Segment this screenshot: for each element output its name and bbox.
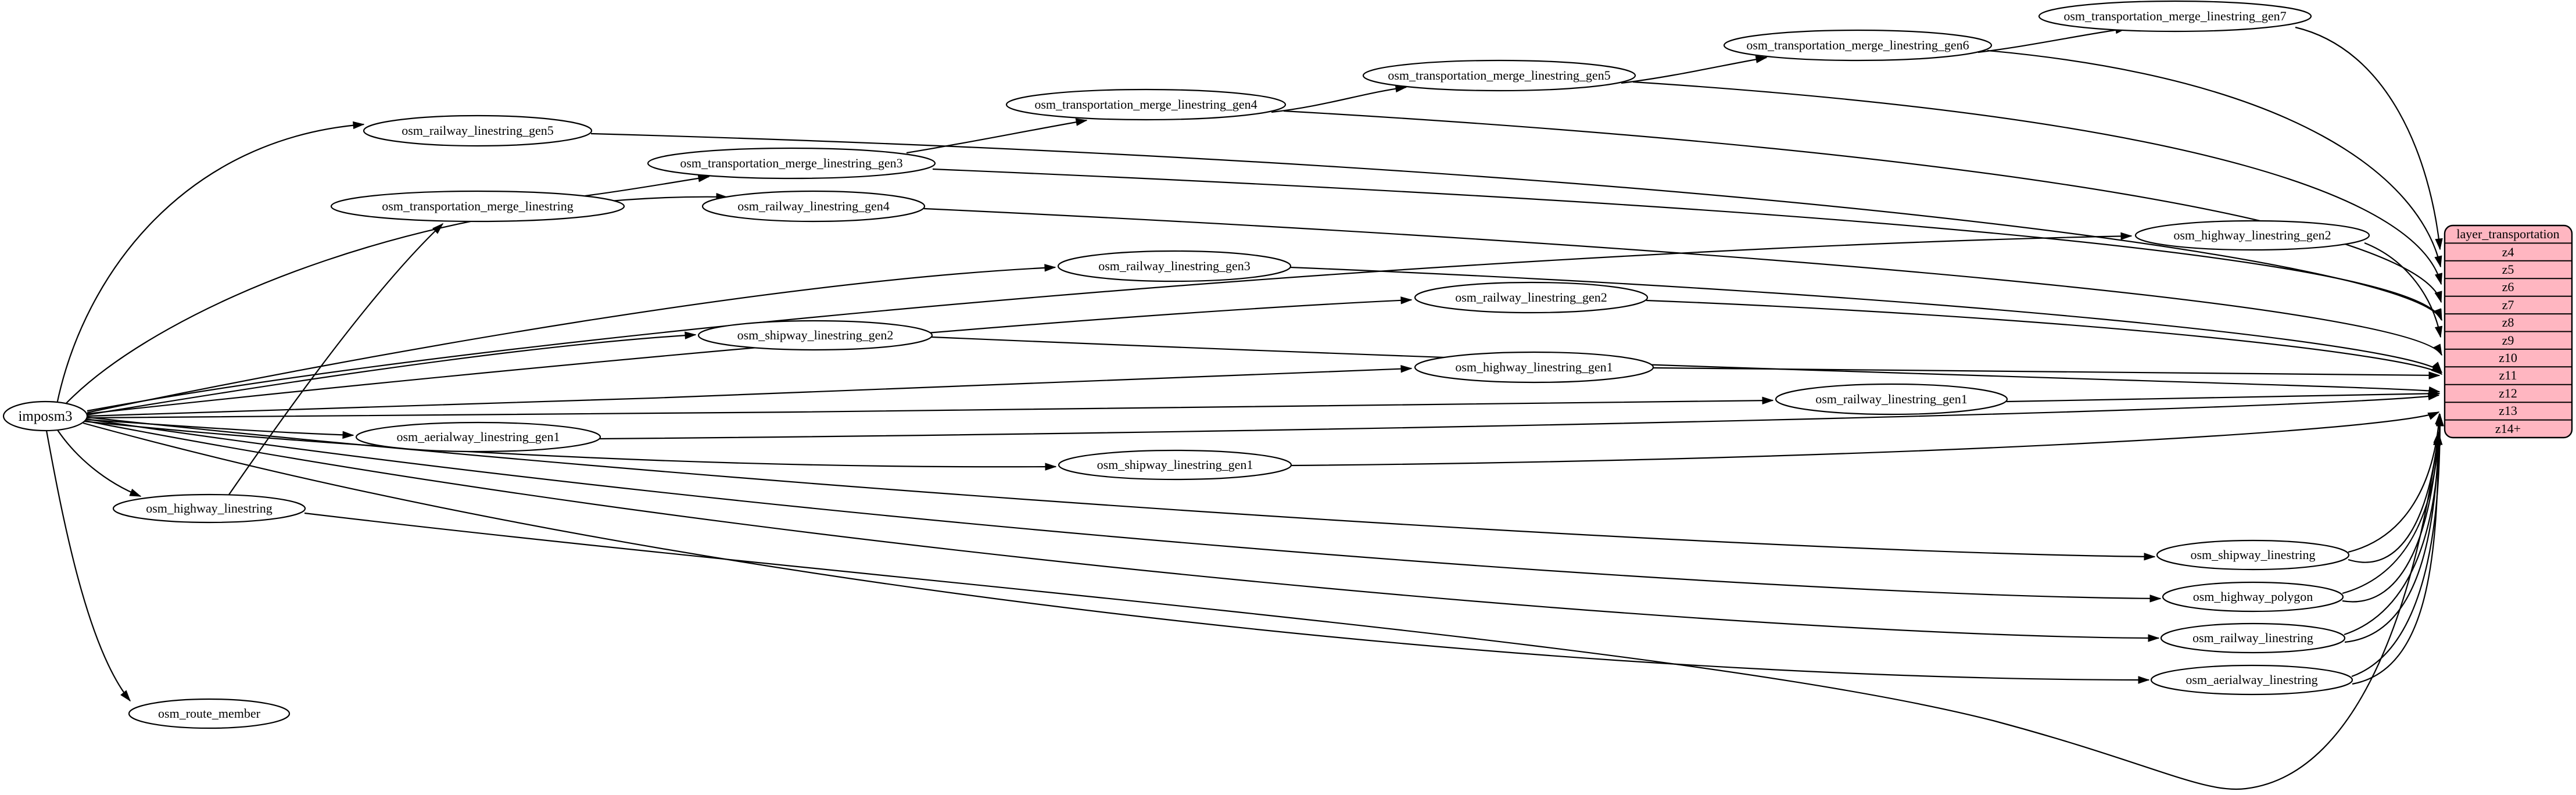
zoom-row-z10: z10: [2499, 350, 2517, 365]
table-label: osm_railway_linestring_gen3: [1098, 259, 1251, 273]
table-label: osm_transportation_merge_linestring_gen6: [1746, 38, 1969, 52]
edge-merge-merge-gen3: [585, 177, 709, 196]
table-label: osm_railway_linestring_gen1: [1815, 392, 1968, 406]
edge-merge-gen4-z7: [1284, 111, 2441, 302]
table-label: osm_railway_linestring_gen5: [402, 123, 554, 138]
node-osm-aerialway-linestring-gen1: [356, 422, 600, 452]
table-label: osm_highway_polygon: [2192, 589, 2313, 604]
edge-shipway-linestring-z13: [2348, 414, 2439, 552]
edge-aerialway-linestring-z14: [2352, 434, 2439, 684]
nodes: [3, 1, 2369, 728]
imposm3-label: imposm3: [18, 409, 73, 424]
table-label: osm_transportation_merge_linestring_gen5: [1388, 68, 1611, 83]
zoom-row-z5: z5: [2502, 262, 2514, 277]
table-label: osm_aerialway_linestring: [2186, 672, 2318, 687]
zoom-row-z9: z9: [2502, 333, 2514, 348]
edge-merge-gen5-z6: [1633, 82, 2441, 284]
node-osm-railway-linestring-gen4: [703, 191, 925, 221]
layer-transportation-node: [2445, 225, 2572, 438]
table-label: osm_railway_linestring_gen4: [737, 199, 890, 213]
node-osm-railway-linestring-gen3: [1058, 251, 1291, 281]
edge-imposm3-railway-gen4: [64, 197, 727, 406]
zoom-row-z6: z6: [2502, 280, 2514, 294]
edge-shipway-gen1-z13: [1291, 412, 2439, 465]
edge-highway-linestring-merge: [228, 224, 443, 496]
table-label: osm_shipway_linestring_gen2: [737, 328, 894, 342]
table-label: osm_transportation_merge_linestring_gen7: [2063, 9, 2287, 23]
edge-shipway-linestring-z14: [2348, 432, 2438, 563]
layer-title: layer_transportation: [2456, 227, 2560, 241]
edge-imposm3-shipway-gen2: [87, 335, 696, 415]
edge-imposm3-route-member: [46, 431, 130, 701]
table-label: osm_aerialway_linestring_gen1: [396, 429, 560, 444]
node-osm-railway-linestring-gen5: [364, 116, 592, 146]
node-osm-aerialway-linestring: [2151, 665, 2352, 694]
node-osm-transportation-merge-linestring-gen6: [1724, 30, 1991, 60]
node-osm-route-member: [129, 699, 289, 728]
table-label: osm_route_member: [158, 706, 260, 721]
node-osm-railway-linestring-gen2: [1415, 282, 1647, 313]
node-osm-highway-linestring: [113, 495, 305, 522]
node-osm-transportation-merge-linestring-gen5: [1363, 60, 1635, 91]
zoom-row-z14: z14+: [2495, 421, 2521, 436]
node-osm-shipway-linestring-gen2: [698, 321, 932, 350]
zoom-row-z4: z4: [2502, 245, 2514, 259]
zoom-row-z7: z7: [2502, 298, 2514, 312]
edge-imposm3-railway-gen1: [87, 400, 1773, 418]
node-imposm3: [3, 402, 87, 431]
node-osm-railway-linestring-gen1: [1776, 384, 2007, 414]
node-osm-transportation-merge-linestring-gen3: [648, 148, 935, 178]
node-osm-shipway-linestring-gen1: [1059, 450, 1291, 479]
node-osm-transportation-merge-linestring-gen7: [2039, 1, 2311, 31]
node-osm-railway-linestring: [2161, 624, 2345, 653]
edge-aerialway-gen1-z12: [600, 395, 2439, 439]
edge-shipway-gen2-z12: [931, 337, 2439, 392]
zoom-row-z8: z8: [2502, 315, 2514, 330]
table-label: osm_railway_linestring: [2192, 631, 2313, 645]
table-label: osm_highway_linestring_gen2: [2173, 228, 2331, 242]
edge-imposm3-highway-linestring: [56, 428, 141, 496]
table-label: osm_highway_linestring_gen1: [1455, 360, 1613, 374]
table-label: osm_transportation_merge_linestring_gen3: [680, 156, 903, 170]
table-label: osm_shipway_linestring_gen1: [1097, 457, 1253, 472]
node-osm-shipway-linestring: [2157, 540, 2349, 570]
edge-merge-gen4-merge-gen5: [1271, 87, 1406, 112]
table-label: osm_highway_linestring: [146, 501, 273, 515]
edge-imposm3-railway-gen5: [57, 124, 364, 404]
node-osm-highway-linestring-gen2: [2136, 221, 2369, 250]
table-label: osm_transportation_merge_linestring: [382, 199, 574, 213]
table-label: osm_railway_linestring_gen2: [1455, 290, 1607, 305]
node-osm-transportation-merge-linestring: [331, 191, 624, 221]
zoom-row-z13: z13: [2499, 403, 2517, 418]
node-osm-highway-polygon: [2163, 582, 2343, 611]
table-label: osm_transportation_merge_linestring_gen4: [1034, 97, 1257, 112]
edge-merge-gen5-merge-gen6: [1621, 58, 1767, 83]
edge-highway-gen2-z9: [2364, 243, 2441, 337]
node-osm-highway-linestring-gen1: [1415, 352, 1653, 382]
edge-highway-polygon-z13: [2342, 414, 2440, 593]
edge-railway-gen2-z11: [1646, 300, 2442, 374]
edge-merge-gen6-merge-gen7: [1978, 28, 2126, 52]
zoom-row-z11: z11: [2499, 368, 2517, 382]
node-osm-transportation-merge-linestring-gen4: [1006, 89, 1285, 120]
table-label: osm_shipway_linestring: [2190, 547, 2316, 562]
zoom-row-z12: z12: [2499, 386, 2517, 400]
edge-imposm3-railway-gen2: [87, 300, 1411, 414]
